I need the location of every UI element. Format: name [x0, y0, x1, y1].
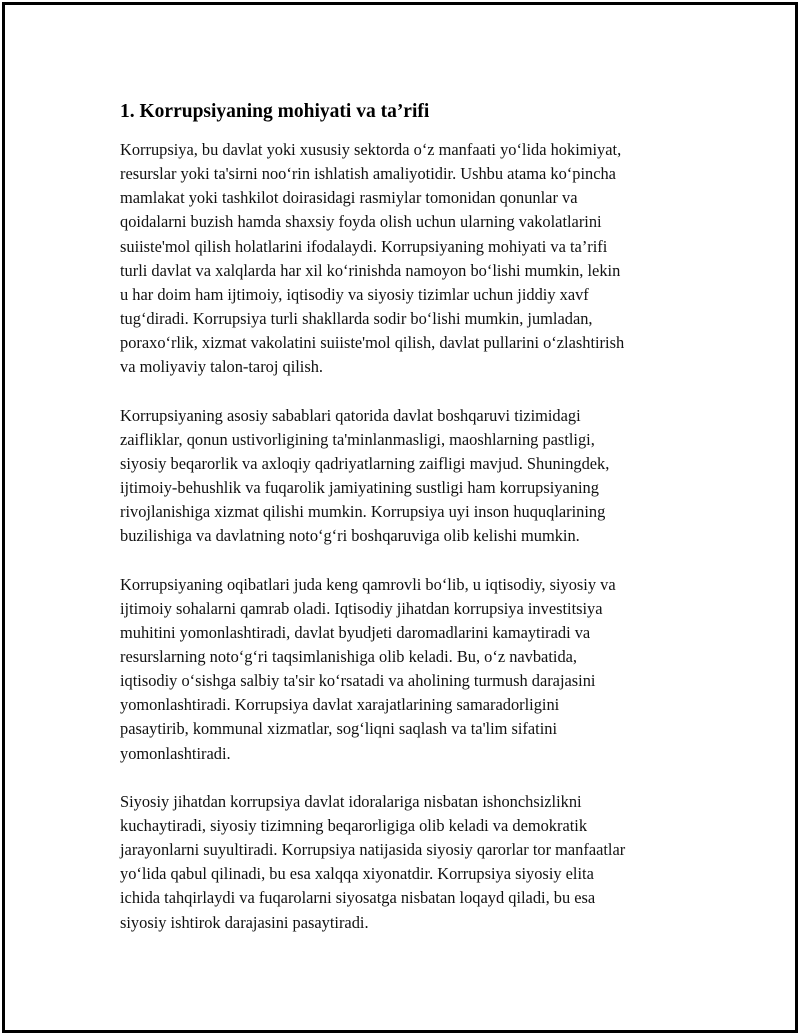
paragraph-consequences — [120, 573, 700, 766]
text-line: mamlakat yoki tashkilot doirasidagi rasmiylar tomonidan qonunlar va — [120, 188, 578, 208]
text-line: siyosiy ishtirok darajasini pasaytiradi. — [120, 912, 369, 932]
text-line: pasaytirib, kommunal xizmatlar, sog‘liqni saqlash va ta'lim sifatini — [120, 719, 558, 739]
text-line: ijtimoiy sohalarni qamrab oladi. Iqtisodiy jihatdan korrupsiya investitsiya — [120, 598, 603, 618]
text-line: rivojlanishiga xizmat qilishi mumkin. Korrupsiya uyi inson huquqlarining — [120, 502, 606, 522]
text-line: turli davlat va xalqlarda har xil ko‘rinishda namoyon bo‘lishi mumkin, lekin — [120, 260, 621, 280]
paragraph-definition — [120, 138, 700, 380]
text-line: Siyosiy jihatdan korrupsiya davlat idoralariga nisbatan ishonchsizlikni — [120, 791, 582, 811]
text-line: Korrupsiyaning oqibatlari juda keng qamrovli bo‘lib, u iqtisodiy, siyosiy va — [120, 574, 616, 594]
document-body — [120, 100, 700, 959]
text-line: tug‘diradi. Korrupsiya turli shakllarda sodir bo‘lishi mumkin, jumladan, — [120, 309, 593, 329]
text-line: siyosiy beqarorlik va axloqiy qadriyatlarning zaifligi mavjud. Shuningdek, — [120, 453, 610, 473]
text-line: yomonlashtiradi. — [120, 743, 231, 763]
page-frame — [2, 2, 798, 1033]
text-line: jarayonlarni suyultiradi. Korrupsiya natijasida siyosiy qarorlar tor manfaatlar — [120, 840, 626, 860]
text-line: resurslarning noto‘g‘ri taqsimlanishiga olib keladi. Bu, o‘z navbatida, — [120, 646, 578, 666]
text-line: Korrupsiya, bu davlat yoki xususiy sektorda o‘z manfaati yo‘lida hokimiyat, — [120, 140, 622, 159]
text-line: Korrupsiyaning asosiy sabablari qatorida davlat boshqaruvi tizimidagi — [120, 405, 581, 425]
text-line: yo‘lida qabul qilinadi, bu esa xalqqa xiyonatdir. Korrupsiya siyosiy elita — [120, 864, 594, 884]
text-line: kuchaytiradi, siyosiy tizimning beqarorligiga olib keladi va demokratik — [120, 815, 588, 835]
paragraph-causes — [120, 404, 700, 549]
text-line: va moliyaviy talon-taroj qilish. — [120, 357, 324, 377]
paragraph-political — [120, 790, 700, 935]
text-line: suiiste'mol qilish holatlarini ifodalaydi. Korrupsiyaning mohiyati va ta’rifi — [120, 236, 608, 256]
text-line: u har doim ham ijtimoiy, iqtisodiy va siyosiy tizimlar uchun jiddiy xavf — [120, 284, 589, 304]
text-line: resurslar yoki ta'sirni noo‘rin ishlatish amaliyotidir. Ushbu atama ko‘pincha — [120, 164, 616, 184]
text-line: iqtisodiy o‘sishga salbiy ta'sir ko‘rsatadi va aholining turmush darajasini — [120, 671, 596, 691]
text-line: poraxo‘rlik, xizmat vakolatini suiiste'mol qilish, davlat pullarini o‘zlashtirish — [120, 333, 625, 353]
text-line: muhitini yomonlashtiradi, davlat byudjeti daromadlarini kamaytiradi va — [120, 622, 591, 642]
text-line: qoidalarni buzish hamda shaxsiy foyda olish uchun ularning vakolatlarini — [120, 212, 602, 232]
text-line: buzilishiga va davlatning noto‘g‘ri boshqaruviga olib kelishi mumkin. — [120, 526, 580, 546]
text-line: ijtimoiy-behushlik va fuqarolik jamiyatining sustligi ham korrupsiyaning — [120, 478, 599, 498]
text-line: zaifliklar, qonun ustivorligining ta'minlanmasligi, maoshlarning pastligi, — [120, 429, 595, 449]
text-line: yomonlashtiradi. Korrupsiya davlat xarajatlarining samaradorligini — [120, 695, 560, 715]
text-line: ichida tahqirlaydi va fuqarolarni siyosatga nisbatan loqayd qiladi, bu esa — [120, 888, 596, 908]
section-heading: 1. Korrupsiyaning mohiyati va ta’rifi — [120, 101, 430, 122]
